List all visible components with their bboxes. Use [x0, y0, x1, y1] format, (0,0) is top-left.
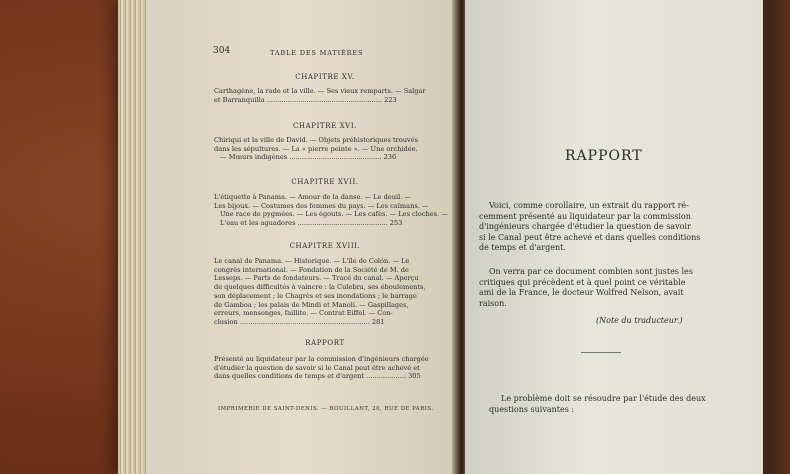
chapter-title: CHAPITRE XVIII. [289, 242, 361, 250]
chapter-title: CHAPITRE XV. [295, 73, 355, 81]
paragraph-line: critiques qui précèdent et à quel point ce véritable [479, 277, 686, 287]
printer-imprint: IMPRIMERIE DE SAINT-DENIS. — BOUILLANT, 20, RUE DE PARIS. [218, 406, 434, 412]
paragraph-line: questions suivantes : [489, 404, 575, 414]
chapter-title: CHAPITRE XVI. [292, 122, 358, 130]
toc-line: Carthagène, la rade et la ville. — Ses vieux remparts. — Salgar [214, 87, 426, 95]
right-background [763, 0, 790, 474]
toc-line: clusion .............................................................. 281 [214, 317, 385, 326]
running-head: TABLE DES MATIÈRES [270, 49, 364, 57]
chapter-title: CHAPITRE XVII. [291, 178, 359, 186]
paragraph-line: d'ingénieurs chargée d'étudier la question de savoir [479, 222, 691, 232]
paragraph-line: Le problème doit se résoudre par l'étude des deux [501, 394, 706, 403]
toc-line: son déplacement ; le Chagrès et ses inondations ; le barrage [214, 291, 417, 300]
toc-line: d'étudier la question de savoir si le Canal peut être achevé et [214, 363, 420, 372]
paragraph-line: si le Canal peut être achevé et dans quelles conditions [479, 232, 701, 242]
toc-line: Une race de pygmées. — Les égouts. — Les cafés. — Les cloches. — [220, 210, 448, 219]
toc-line: — Mœurs indigènes ............................................ 236 [220, 153, 397, 162]
page-number: 304 [213, 46, 231, 56]
page-edges [118, 0, 148, 474]
toc-line: L'eau et les aguadores ........................................... 253 [220, 219, 403, 228]
chapter-title: RAPPORT [305, 339, 345, 347]
paragraph-line: cemment présenté au liquidateur par la commission [479, 211, 691, 221]
paragraph-line: ami de la France, le docteur Wolfred Nelson, avait [479, 288, 684, 298]
toc-line: Lesseps. — Parts de fondateurs. — Tracé du canal. — Aperçu [214, 274, 419, 283]
toc-line: dans quelles conditions de temps et d'argent ................... 305 [214, 372, 421, 381]
toc-line: L'étiquette à Panama. — Amour de la danse. — Le deuil. — [214, 193, 412, 201]
toc-line: Le canal de Panama. — Historique. — L'île de Colón. — Le [214, 257, 410, 265]
page-title: RAPPORT [565, 148, 643, 164]
toc-line: Présenté au liquidateur par la commission d'ingénieurs chargée [214, 355, 429, 363]
toc-line: de Gamboa ; les palais de Mindi et Manoli. — Gaspillages, [214, 300, 409, 309]
toc-line: dans les sépultures. — La « pierre peinte ». — Une orchidée. [214, 144, 418, 153]
toc-line: erreurs, mensonges, faillite. — Contrat Eiffel. — Con- [214, 309, 393, 318]
toc-line: congrès international. — Fondation de la Société de M. de [214, 265, 409, 274]
paragraph-line: On verra par ce document combien sont justes les [489, 267, 693, 276]
toc-line: et Barranquilla ....................................................... 223 [214, 95, 397, 104]
paragraph-line: raison. [479, 298, 507, 308]
paragraph-line: de temps et d'argent. [479, 243, 566, 253]
divider [581, 352, 621, 353]
toc-line: Les bijoux. — Costumes des femmes du pays. — Les caïmans. — [214, 201, 429, 210]
toc-line: de quelques difficultés à vaincre : la Culebra, ses éboulements, [214, 283, 426, 292]
translator-note: (Note du traducteur.) [596, 316, 683, 325]
left-page [146, 0, 458, 474]
toc-line: Chiriqui et la ville de David. — Objets préhistoriques trouvés [214, 136, 419, 144]
paragraph-line: Voici, comme corollaire, un extrait du rapport ré- [489, 201, 689, 210]
